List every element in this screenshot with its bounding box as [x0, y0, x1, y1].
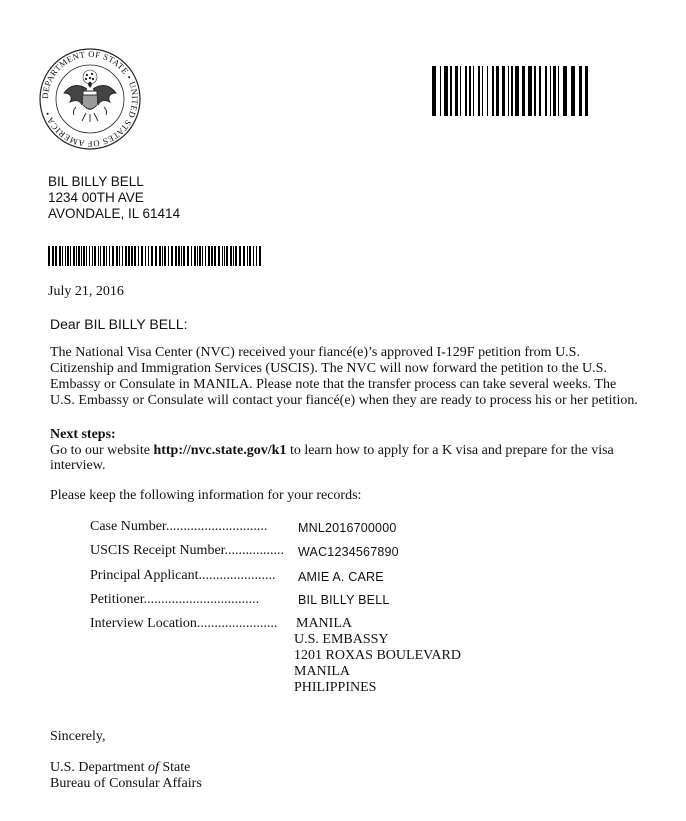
- interview-location-line: MANILA: [294, 664, 350, 679]
- barcode-bar: [247, 246, 248, 266]
- recipient-city-line: AVONDALE, IL 61414: [48, 206, 181, 221]
- barcode-bar: [256, 246, 257, 266]
- barcode-bar: [211, 246, 213, 266]
- barcode-bar: [141, 246, 143, 266]
- barcode-bar: [78, 246, 80, 266]
- barcode-bar: [249, 246, 251, 266]
- barcode-bar: [508, 66, 509, 116]
- barcode-bar: [134, 246, 136, 266]
- barcode-bar: [534, 66, 536, 116]
- next-steps-text-after: to learn how to apply for a K visa and prepare for the visa interview.: [50, 442, 614, 473]
- barcode-bar: [100, 246, 101, 266]
- barcode-bar: [550, 66, 551, 116]
- barcode-bar: [478, 66, 480, 116]
- barcode-bar: [164, 246, 166, 266]
- barcode-bar: [553, 66, 556, 116]
- interview-location-line: 1201 ROXAS BOULEVARD: [294, 648, 461, 663]
- eagle-icon: [64, 70, 116, 122]
- interview-location-line: MANILA: [296, 616, 352, 631]
- barcode-bar: [253, 246, 254, 266]
- barcode-bar: [73, 246, 75, 266]
- barcode-bar: [450, 66, 452, 116]
- department-of-state-seal: [38, 47, 142, 151]
- barcode-bar: [444, 66, 448, 116]
- barcode-bar: [175, 246, 177, 266]
- case-number-value: MNL2016700000: [298, 521, 397, 535]
- case-number-label: Case Number.............................: [90, 519, 268, 534]
- barcode-bar: [109, 246, 110, 266]
- barcode-bar: [106, 246, 107, 266]
- barcode-bar: [81, 246, 82, 266]
- barcode-bar: [125, 246, 127, 266]
- barcode-bar: [492, 66, 494, 116]
- barcode-bar: [571, 66, 575, 116]
- barcode-bar: [579, 66, 582, 116]
- barcode-bar: [65, 246, 66, 266]
- barcode-bar: [98, 246, 99, 266]
- barcode-bar: [502, 66, 505, 116]
- barcode-bar: [162, 246, 163, 266]
- barcode-bar: [59, 246, 61, 266]
- barcode-bar: [522, 66, 525, 116]
- postal-barcode: [48, 246, 262, 266]
- barcode-bar: [226, 246, 228, 266]
- barcode-bar: [473, 66, 474, 116]
- barcode-bar: [528, 66, 532, 116]
- barcode-bar: [155, 246, 157, 266]
- signature-department-of: of: [147, 760, 159, 775]
- barcode-bar: [465, 66, 467, 116]
- barcode-bar: [83, 246, 85, 266]
- barcode-bar: [62, 246, 63, 266]
- barcode-bar: [197, 246, 198, 266]
- barcode-bar: [563, 66, 567, 116]
- principal-applicant-label: Principal Applicant......................: [90, 568, 276, 583]
- barcode-bar: [460, 66, 461, 116]
- barcode-bar: [545, 66, 547, 116]
- barcode-bar: [558, 66, 559, 116]
- barcode-bar: [119, 246, 120, 266]
- interview-location-label: Interview Location.......................: [90, 616, 278, 631]
- barcode-bar: [89, 246, 90, 266]
- barcode-bar: [52, 246, 54, 266]
- next-steps-text-before: Go to our website: [50, 442, 154, 458]
- next-steps-heading: Next steps:: [50, 427, 116, 442]
- barcode-bar: [515, 66, 519, 116]
- barcode-bar: [116, 246, 118, 266]
- uscis-receipt-label: USCIS Receipt Number.................: [90, 543, 285, 558]
- barcode-bar: [178, 246, 180, 266]
- barcode-bar: [145, 246, 146, 266]
- barcode-bar: [194, 246, 196, 266]
- svg-text:DEPARTMENT OF STATE • UNITED S: DEPARTMENT OF STATE • UNITED STATES OF AMERICA •: [39, 48, 141, 150]
- barcode-bar: [55, 246, 57, 266]
- barcode-bar: [76, 246, 77, 266]
- barcode-bar: [455, 66, 458, 116]
- barcode-bar: [191, 246, 192, 266]
- signature-department: [50, 760, 190, 776]
- next-steps-text: [50, 443, 640, 474]
- petitioner-label: Petitioner.................................: [90, 592, 260, 607]
- barcode-bar: [112, 246, 114, 266]
- barcode-bar: [239, 246, 241, 266]
- barcode-bar: [199, 246, 201, 266]
- barcode-bar: [122, 246, 123, 266]
- barcode-bar: [440, 66, 441, 116]
- barcode-bar: [222, 246, 223, 266]
- salutation: Dear BIL BILLY BELL:: [50, 316, 188, 332]
- petitioner-value: BIL BILLY BELL: [298, 593, 390, 607]
- barcode-bar: [214, 246, 216, 266]
- barcode-bar: [128, 246, 130, 266]
- barcode-bar: [243, 246, 245, 266]
- barcode-bar: [432, 66, 436, 116]
- barcode-bar: [235, 246, 237, 266]
- barcode-bar: [181, 246, 182, 266]
- barcode-bar: [67, 246, 69, 266]
- barcode-bar: [148, 246, 149, 266]
- barcode-bar: [482, 66, 483, 116]
- signature-bureau: Bureau of Consular Affairs: [50, 776, 202, 791]
- barcode-bar: [131, 246, 133, 266]
- barcode-bar: [585, 66, 588, 116]
- barcode-bar: [86, 246, 87, 266]
- interview-location-line: U.S. EMBASSY: [294, 632, 389, 647]
- closing: Sincerely,: [50, 729, 106, 744]
- body-paragraph: The National Visa Center (NVC) received your fiancé(e)’s approved I-129F petition from U.S. Citizenship and Immigration Services (USCIS). The NVC will now forward the petition to the U.S. Embassy or Consulate in MANILA. Please note that the transfer process can take several weeks. The U.S. Embassy or Consulate will contact your fiancé(e) when they are ready to process his or her petition.: [50, 345, 638, 408]
- barcode-bar: [159, 246, 161, 266]
- letter-date: July 21, 2016: [48, 284, 124, 299]
- uscis-receipt-value: WAC1234567890: [298, 545, 399, 559]
- barcode-bar: [202, 246, 203, 266]
- barcode-bar: [92, 246, 93, 266]
- barcode-bar: [183, 246, 185, 266]
- next-steps-section: [50, 427, 640, 474]
- barcode-bar: [103, 246, 105, 266]
- recipient-street: 1234 00TH AVE: [48, 190, 144, 205]
- nvc-website-link[interactable]: http://nvc.state.gov/k1: [153, 442, 287, 458]
- barcode-bar: [496, 66, 499, 116]
- barcode-bar: [233, 246, 234, 266]
- principal-applicant-value: AMIE A. CARE: [298, 570, 384, 584]
- recipient-name: BIL BILLY BELL: [48, 174, 144, 189]
- barcode-bar: [230, 246, 232, 266]
- barcode-bar: [218, 246, 220, 266]
- barcode-bar: [469, 66, 471, 116]
- barcode-bar: [539, 66, 541, 116]
- barcode-bar: [208, 246, 210, 266]
- barcode-bar: [171, 246, 173, 266]
- barcode-bar: [224, 246, 225, 266]
- barcode-bar: [511, 66, 513, 116]
- barcode-bar: [205, 246, 206, 266]
- barcode-bar: [70, 246, 71, 266]
- barcode-bar: [187, 246, 189, 266]
- barcode-bar: [259, 246, 261, 266]
- signature-department-start: U.S. Department: [50, 760, 148, 775]
- barcode-bar: [487, 66, 488, 116]
- barcode: [432, 66, 590, 116]
- barcode-bar: [138, 246, 139, 266]
- barcode-bar: [48, 246, 50, 266]
- barcode-bar: [151, 246, 153, 266]
- signature-department-end: State: [158, 760, 191, 775]
- records-intro: Please keep the following information for your records:: [50, 488, 362, 503]
- interview-location-line: PHILIPPINES: [294, 680, 377, 695]
- barcode-bar: [168, 246, 169, 266]
- barcode-bar: [94, 246, 96, 266]
